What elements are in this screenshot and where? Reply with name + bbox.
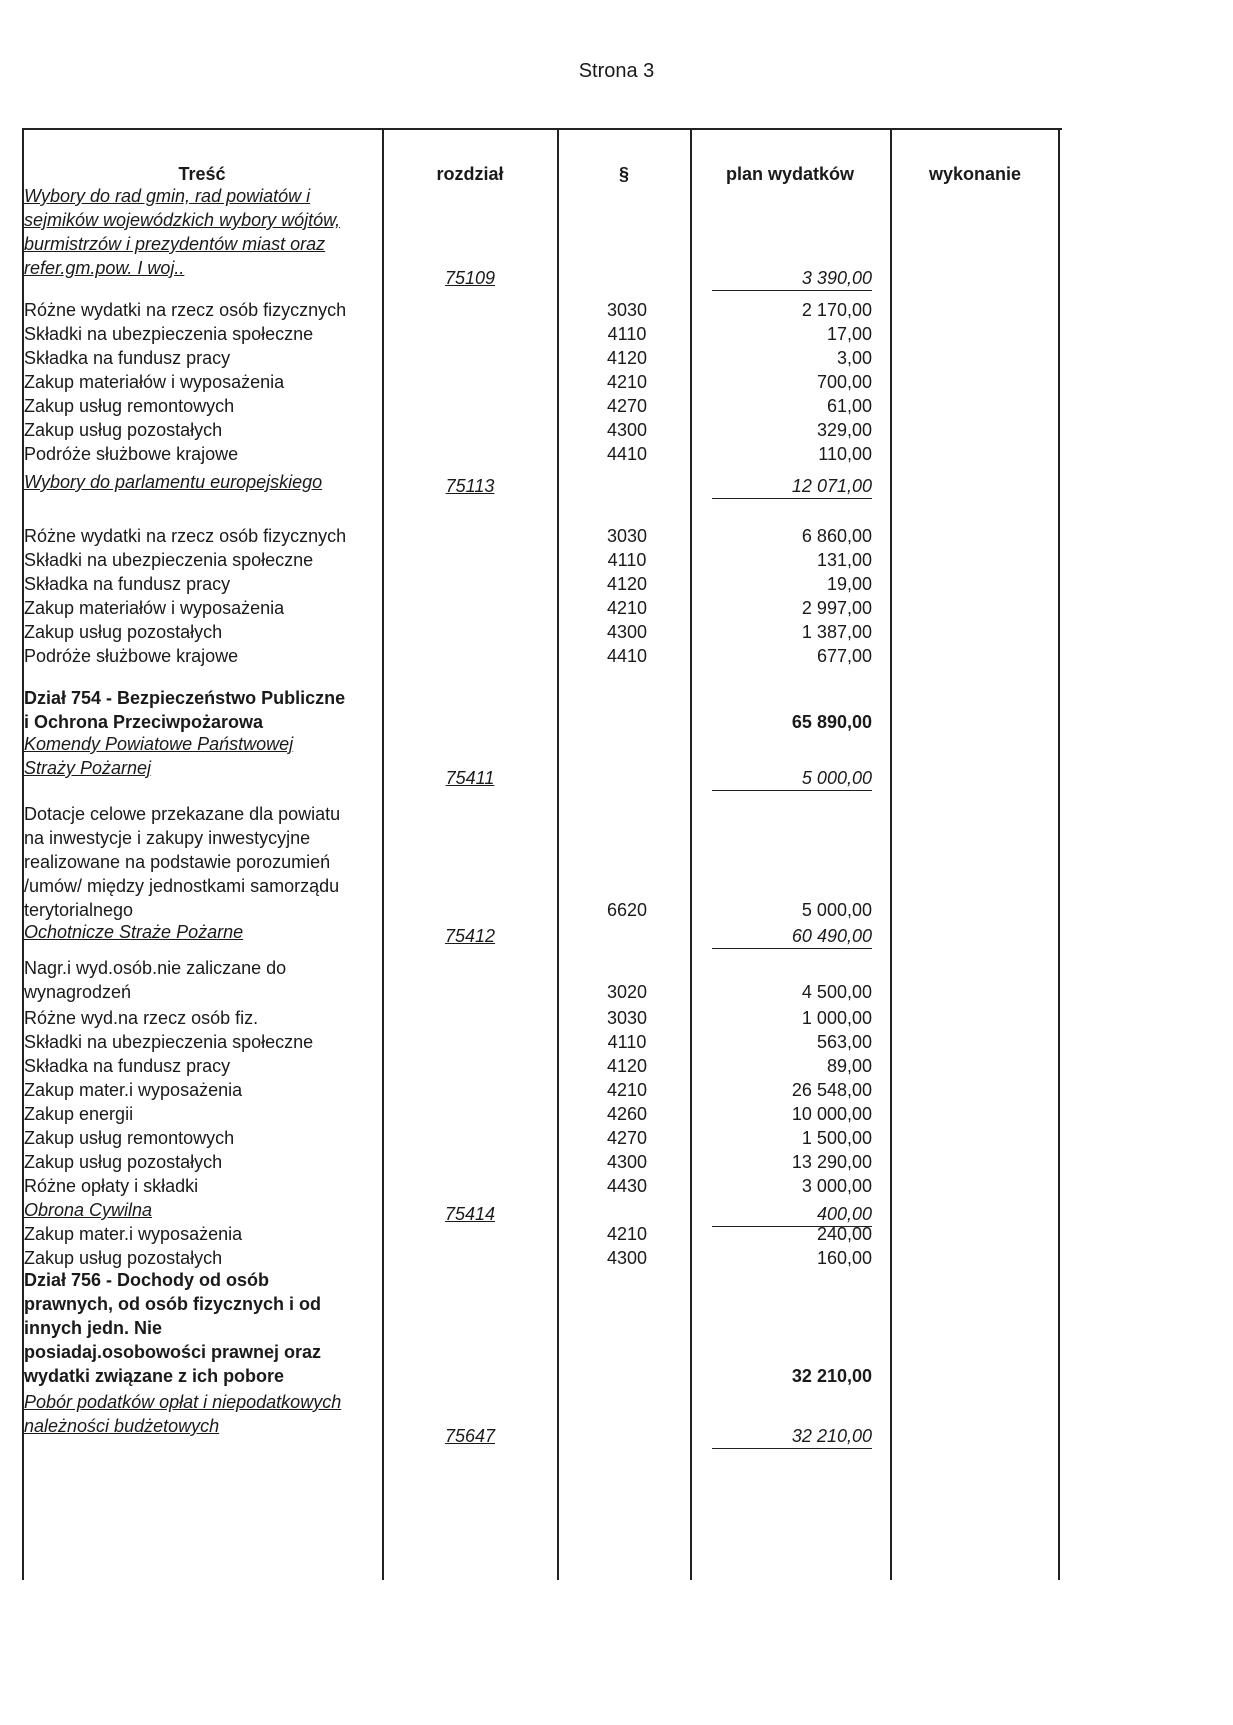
section-title-line: refer.gm.pow. I woj.. bbox=[24, 258, 185, 278]
description-line: innych jedn. Nie bbox=[24, 1318, 163, 1338]
row-description bbox=[24, 1390, 380, 1438]
paragraf-value: 4210 bbox=[606, 372, 648, 392]
description-line bbox=[24, 1390, 380, 1414]
description-line: Różne wydatki na rzecz osób fizycznych bbox=[24, 300, 347, 320]
description-line: Różne wyd.na rzecz osób fiz. bbox=[24, 1008, 259, 1028]
section-title-line: Pobór podatków opłat i niepodatkowych bbox=[24, 1392, 342, 1412]
row-description bbox=[24, 1246, 380, 1270]
paragraf-value: 4300 bbox=[606, 420, 648, 440]
plan-value: 700,00 bbox=[816, 372, 872, 392]
row-description bbox=[24, 1030, 380, 1054]
rozdzial-value: 75411 bbox=[445, 768, 495, 788]
description-line: Składki na ubezpieczenia społeczne bbox=[24, 550, 314, 570]
paragraf-value: 3030 bbox=[606, 300, 648, 320]
row-description bbox=[24, 1126, 380, 1150]
paragraf-value: 3020 bbox=[606, 982, 648, 1002]
column-divider-rozdzial bbox=[557, 130, 559, 1580]
description-line: Dział 756 - Dochody od osób bbox=[24, 1270, 270, 1290]
plan-value: 5 000,00 bbox=[712, 766, 872, 791]
description-line: Składka na fundusz pracy bbox=[24, 574, 231, 594]
description-line: Zakup mater.i wyposażenia bbox=[24, 1080, 243, 1100]
plan-value: 1 500,00 bbox=[801, 1128, 872, 1148]
plan-value: 110,00 bbox=[818, 444, 872, 464]
description-line: Różne wydatki na rzecz osób fizycznych bbox=[24, 526, 347, 546]
description-line: terytorialnego bbox=[24, 900, 134, 920]
description-line: Zakup usług pozostałych bbox=[24, 622, 223, 642]
paragraf-value: 4110 bbox=[607, 550, 647, 570]
row-description bbox=[24, 596, 380, 620]
plan-value: 1 000,00 bbox=[801, 1008, 872, 1028]
row-description bbox=[24, 686, 380, 734]
paragraf-value: 4110 bbox=[607, 1032, 647, 1052]
section-title-line: Wybory do rad gmin, rad powiatów i bbox=[24, 186, 311, 206]
paragraf-value: 4430 bbox=[606, 1176, 648, 1196]
row-description bbox=[24, 370, 380, 394]
budget-table bbox=[22, 128, 1062, 1580]
description-line: /umów/ między jednostkami samorządu bbox=[24, 876, 340, 896]
description-line: Składka na fundusz pracy bbox=[24, 348, 231, 368]
row-description bbox=[24, 1006, 380, 1030]
plan-value: 3,00 bbox=[836, 348, 872, 368]
section-title-line: Obrona Cywilna bbox=[24, 1200, 153, 1220]
row-description bbox=[24, 572, 380, 596]
paragraf-value: 4410 bbox=[606, 646, 648, 666]
paragraf-value: 4410 bbox=[606, 444, 648, 464]
description-line: Różne opłaty i składki bbox=[24, 1176, 199, 1196]
description-line: Zakup usług pozostałych bbox=[24, 1152, 223, 1172]
plan-value: 60 490,00 bbox=[712, 924, 872, 949]
plan-value: 12 071,00 bbox=[712, 474, 872, 499]
paragraf-value: 6620 bbox=[606, 900, 648, 920]
row-description bbox=[24, 1078, 380, 1102]
rozdzial-value: 75647 bbox=[444, 1426, 496, 1446]
row-description bbox=[24, 732, 380, 780]
plan-value: 19,00 bbox=[826, 574, 872, 594]
row-description bbox=[24, 644, 380, 668]
rozdzial-value: 75113 bbox=[445, 476, 495, 496]
description-line bbox=[24, 756, 380, 780]
rozdzial-value: 75414 bbox=[444, 1204, 496, 1224]
description-line bbox=[24, 732, 380, 756]
paragraf-value: 4300 bbox=[606, 622, 648, 642]
plan-value: 6 860,00 bbox=[801, 526, 872, 546]
description-line bbox=[24, 232, 380, 256]
description-line: Nagr.i wyd.osób.nie zaliczane do bbox=[24, 958, 287, 978]
description-line bbox=[24, 208, 380, 232]
plan-value: 677,00 bbox=[816, 646, 872, 666]
plan-value: 2 170,00 bbox=[801, 300, 872, 320]
paragraf-value: 4120 bbox=[606, 574, 648, 594]
plan-value: 329,00 bbox=[816, 420, 872, 440]
header-paragraf: § bbox=[618, 164, 629, 184]
description-line: Składka na fundusz pracy bbox=[24, 1056, 231, 1076]
paragraf-value: 3030 bbox=[606, 526, 648, 546]
plan-value: 1 387,00 bbox=[801, 622, 872, 642]
section-title-line: Wybory do parlamentu europejskiego bbox=[24, 472, 323, 492]
description-line: Podróże służbowe krajowe bbox=[24, 444, 239, 464]
rozdzial-value: 75412 bbox=[444, 926, 496, 946]
paragraf-value: 4110 bbox=[607, 324, 647, 344]
paragraf-value: 3030 bbox=[606, 1008, 648, 1028]
description-line: Zakup energii bbox=[24, 1104, 134, 1124]
row-description bbox=[24, 322, 380, 346]
row-description bbox=[24, 394, 380, 418]
description-line: Zakup usług remontowych bbox=[24, 1128, 235, 1148]
row-description bbox=[24, 524, 380, 548]
row-description bbox=[24, 1222, 380, 1246]
row-description bbox=[24, 1054, 380, 1078]
plan-value: 89,00 bbox=[826, 1056, 872, 1076]
plan-value: 32 210,00 bbox=[712, 1424, 872, 1449]
paragraf-value: 4210 bbox=[606, 598, 648, 618]
section-title-line: należności budżetowych bbox=[24, 1416, 220, 1436]
description-line: Składki na ubezpieczenia społeczne bbox=[24, 324, 314, 344]
row-description bbox=[24, 1150, 380, 1174]
row-description bbox=[24, 802, 380, 922]
description-line bbox=[24, 184, 380, 208]
rozdzial-value: 75109 bbox=[444, 268, 496, 288]
description-line: Zakup usług pozostałych bbox=[24, 420, 223, 440]
row-description bbox=[24, 442, 380, 466]
column-divider-plan bbox=[890, 130, 892, 1580]
description-line: posiadaj.osobowości prawnej oraz bbox=[24, 1342, 322, 1362]
description-line bbox=[24, 256, 380, 280]
paragraf-value: 4300 bbox=[606, 1248, 648, 1268]
plan-value: 17,00 bbox=[826, 324, 872, 344]
row-description bbox=[24, 470, 380, 494]
section-title-line: burmistrzów i prezydentów miast oraz bbox=[24, 234, 326, 254]
plan-value: 26 548,00 bbox=[791, 1080, 872, 1100]
plan-value: 10 000,00 bbox=[791, 1104, 872, 1124]
plan-value: 400,00 bbox=[712, 1202, 872, 1227]
section-title-line: sejmików wojewódzkich wybory wójtów, bbox=[24, 210, 341, 230]
row-description bbox=[24, 1268, 380, 1388]
row-description bbox=[24, 548, 380, 572]
description-line bbox=[24, 1414, 380, 1438]
description-line: realizowane na podstawie porozumień bbox=[24, 852, 331, 872]
description-line bbox=[24, 1198, 380, 1222]
description-line: Zakup materiałów i wyposażenia bbox=[24, 598, 285, 618]
description-line: Dział 754 - Bezpieczeństwo Publiczne bbox=[24, 688, 346, 708]
description-line: wynagrodzeń bbox=[24, 982, 132, 1002]
description-line: Zakup usług pozostałych bbox=[24, 1248, 223, 1268]
section-title-line: Straży Pożarnej bbox=[24, 758, 152, 778]
description-line: Podróże służbowe krajowe bbox=[24, 646, 239, 666]
paragraf-value: 4270 bbox=[606, 396, 648, 416]
row-description bbox=[24, 184, 380, 280]
row-description bbox=[24, 1174, 380, 1198]
description-line: Składki na ubezpieczenia społeczne bbox=[24, 1032, 314, 1052]
description-line: Zakup mater.i wyposażenia bbox=[24, 1224, 243, 1244]
plan-value: 32 210,00 bbox=[791, 1366, 872, 1386]
paragraf-value: 4210 bbox=[606, 1080, 648, 1100]
column-divider-tresc bbox=[382, 130, 384, 1580]
description-line: Zakup usług remontowych bbox=[24, 396, 235, 416]
paragraf-value: 4270 bbox=[606, 1128, 648, 1148]
description-line: wydatki związane z ich pobore bbox=[24, 1366, 285, 1386]
plan-value: 4 500,00 bbox=[801, 982, 872, 1002]
paragraf-value: 4210 bbox=[606, 1224, 648, 1244]
paragraf-value: 4300 bbox=[606, 1152, 648, 1172]
plan-value: 160,00 bbox=[816, 1248, 872, 1268]
description-line: i Ochrona Przeciwpożarowa bbox=[24, 712, 264, 732]
plan-value: 240,00 bbox=[816, 1224, 872, 1244]
description-line: na inwestycje i zakupy inwestycyjne bbox=[24, 828, 311, 848]
row-description bbox=[24, 1198, 380, 1222]
header-tresc: Treść bbox=[178, 164, 226, 184]
description-line: prawnych, od osób fizycznych i od bbox=[24, 1294, 322, 1314]
page-title: Strona 3 bbox=[578, 60, 655, 82]
row-description bbox=[24, 956, 380, 1004]
row-description bbox=[24, 920, 380, 944]
row-description bbox=[24, 298, 380, 322]
description-line: Zakup materiałów i wyposażenia bbox=[24, 372, 285, 392]
row-description bbox=[24, 346, 380, 370]
table-border-right bbox=[1058, 130, 1060, 1580]
paragraf-value: 4120 bbox=[606, 348, 648, 368]
plan-value: 13 290,00 bbox=[791, 1152, 872, 1172]
header-rozdzial: rozdział bbox=[436, 164, 504, 184]
section-title-line: Komendy Powiatowe Państwowej bbox=[24, 734, 294, 754]
description-line: Dotacje celowe przekazane dla powiatu bbox=[24, 804, 341, 824]
plan-value: 65 890,00 bbox=[791, 712, 872, 732]
paragraf-value: 4260 bbox=[606, 1104, 648, 1124]
plan-value: 3 000,00 bbox=[801, 1176, 872, 1196]
plan-value: 5 000,00 bbox=[801, 900, 872, 920]
paragraf-value: 4120 bbox=[606, 1056, 648, 1076]
row-description bbox=[24, 418, 380, 442]
plan-value: 3 390,00 bbox=[712, 266, 872, 291]
row-description bbox=[24, 1102, 380, 1126]
plan-value: 131,00 bbox=[816, 550, 872, 570]
header-wykonanie: wykonanie bbox=[928, 164, 1022, 184]
description-line bbox=[24, 920, 380, 944]
plan-value: 563,00 bbox=[816, 1032, 872, 1052]
section-title-line: Ochotnicze Straże Pożarne bbox=[24, 922, 244, 942]
row-description bbox=[24, 620, 380, 644]
header-plan: plan wydatków bbox=[725, 164, 855, 184]
plan-value: 61,00 bbox=[826, 396, 872, 416]
description-line bbox=[24, 470, 380, 494]
plan-value: 2 997,00 bbox=[801, 598, 872, 618]
